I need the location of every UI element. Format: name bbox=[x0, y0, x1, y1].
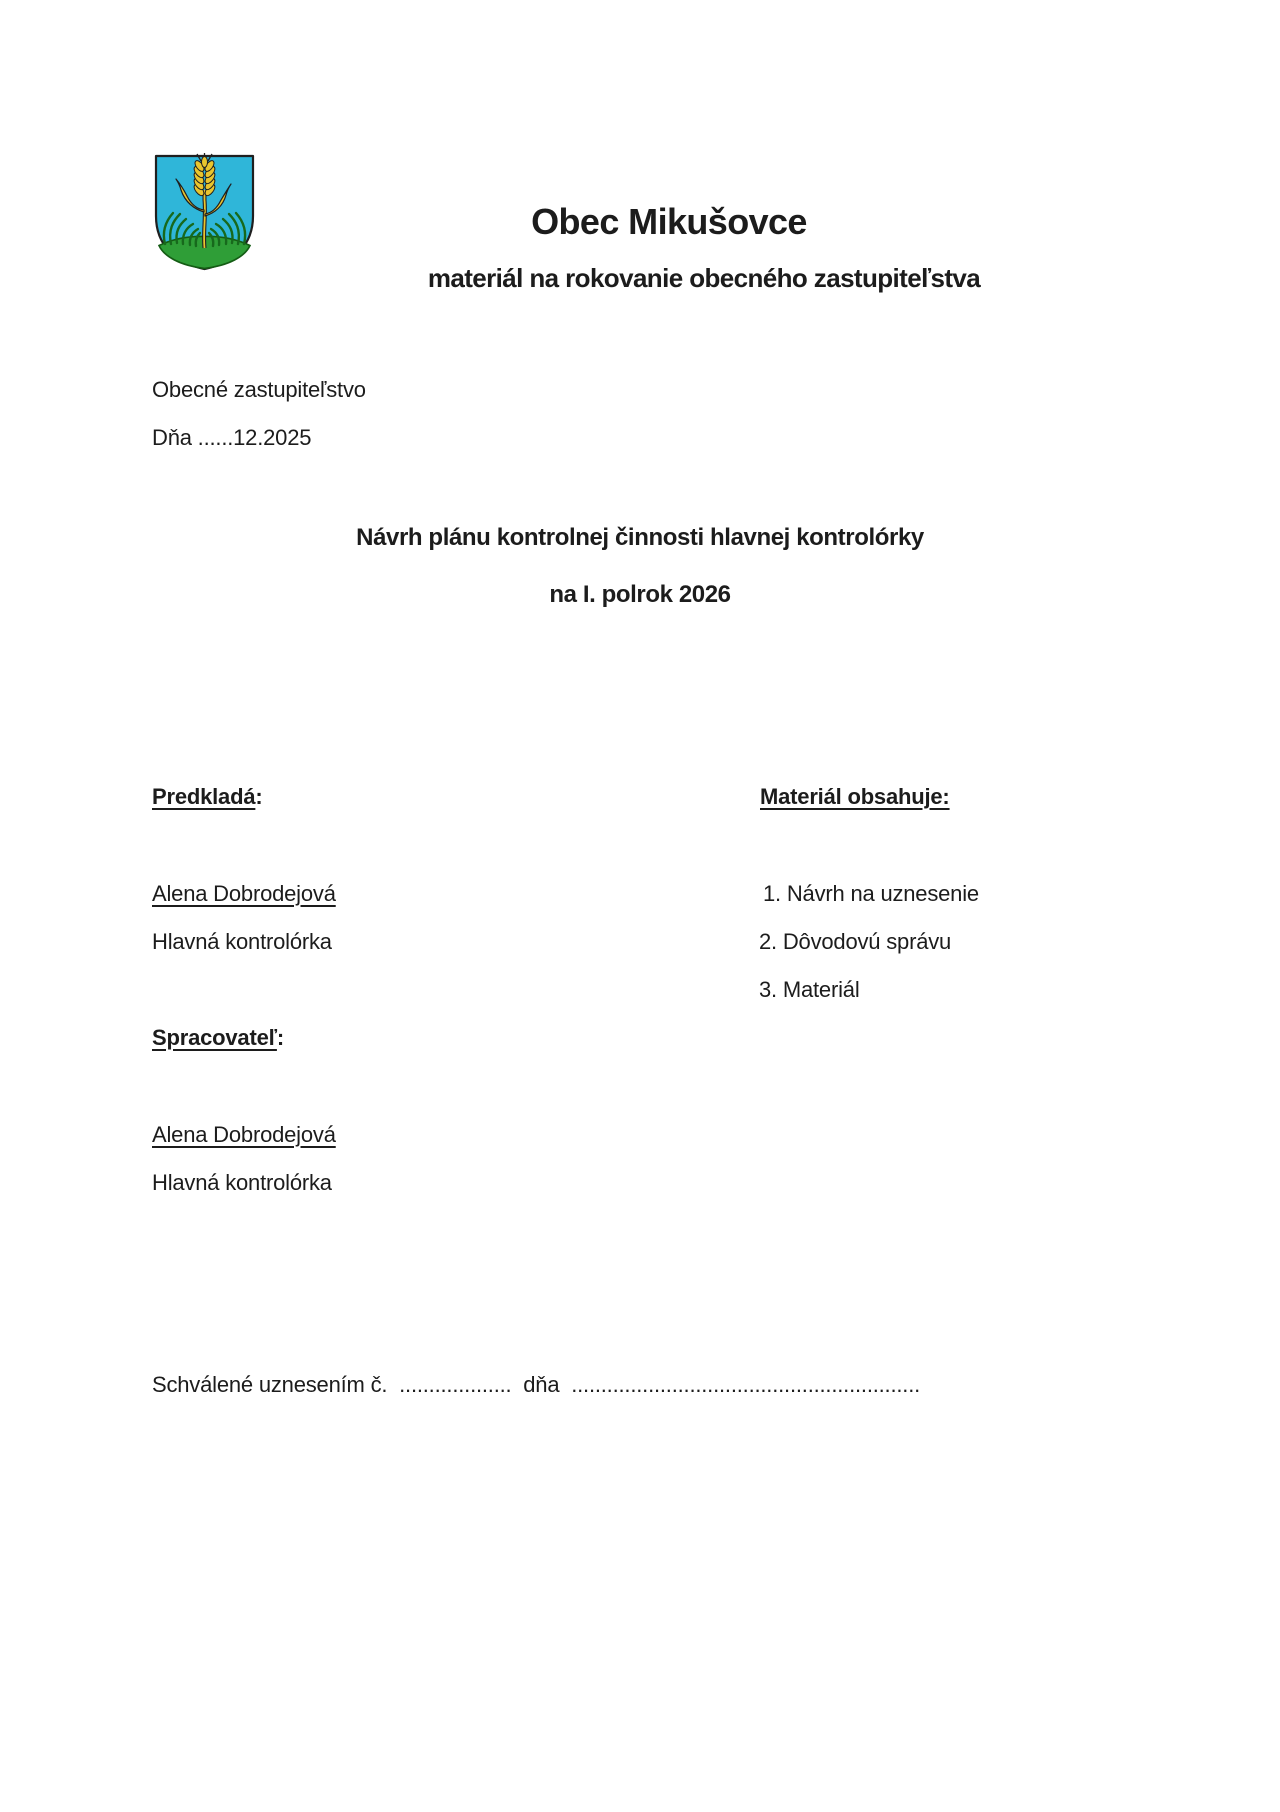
contents-item-3: 3. Materiál bbox=[759, 977, 860, 1002]
submitter-name: Alena Dobrodejová bbox=[152, 881, 336, 906]
council-label: Obecné zastupiteľstvo bbox=[152, 377, 366, 402]
author-heading-label: Spracovateľ bbox=[152, 1025, 277, 1050]
author-heading bbox=[152, 1025, 284, 1051]
doc-title-line1: Návrh plánu kontrolnej činnosti hlavnej kontrolórky bbox=[356, 524, 924, 551]
org-name: Obec Mikušovce bbox=[531, 201, 807, 242]
author-heading-colon: : bbox=[276, 1025, 285, 1050]
author-role: Hlavná kontrolórka bbox=[152, 1170, 332, 1195]
contents-item-1: 1. Návrh na uznesenie bbox=[763, 881, 979, 906]
doc-title-line2: na I. polrok 2026 bbox=[549, 581, 731, 608]
submitter-heading-label: Predkladá bbox=[152, 784, 256, 809]
author-name: Alena Dobrodejová bbox=[152, 1122, 336, 1147]
document-kind-subtitle: materiál na rokovanie obecného zastupiteľstva bbox=[427, 263, 981, 293]
submitter-heading-colon: : bbox=[255, 784, 263, 809]
contents-item-2: 2. Dôvodovú správu bbox=[759, 929, 952, 954]
date-line: Dňa ......12.2025 bbox=[152, 425, 312, 450]
submitter-role: Hlavná kontrolórka bbox=[152, 929, 332, 954]
approval-line: Schválené uznesením č. ................... dňa ........................................................... bbox=[152, 1372, 921, 1397]
submitter-heading bbox=[152, 784, 263, 810]
contents-heading: Materiál obsahuje: bbox=[760, 784, 950, 809]
